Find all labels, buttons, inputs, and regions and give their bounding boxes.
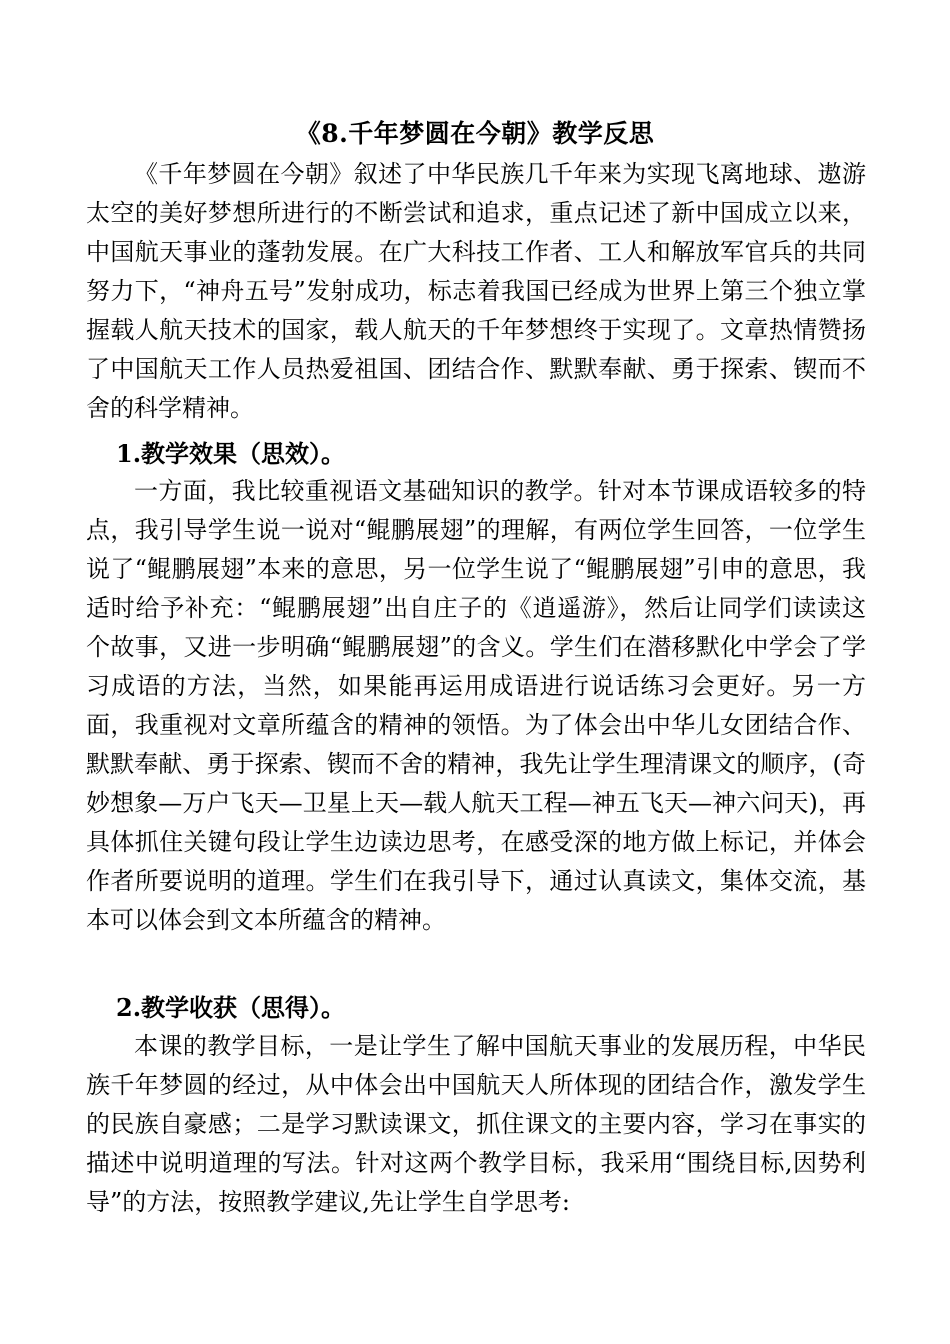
section-paragraph-teaching-effect: 一方面，我比较重视语文基础知识的教学。针对本节课成语较多的特点，我引导学生说一说对“鲲鹏展翅”的理解，有两位学生回答，一位学生说了“鲲鹏展翅”本来的意思，另一位学生说了“鲲鹏展翅”引申的意思，我适时给予补充：“鲲鹏展翅”出自庄子的《逍遥游》，然后让同学们读读这个故事，又进一步明确“鲲鹏展翅”的含义。学生们在潜移默化中学会了学习成语的方法，当然，如果能再运用成语进行说话练习会更好。另一方面，我重视对文章所蕴含的精神的领悟。为了体会出中华儿女团结合作、默默奉献、勇于探索、锲而不舍的精神，我先让学生理清课文的顺序，(奇妙想象—万户飞天—卫星上天—载人航天工程—神五飞天—神六问天)，再具体抓住关键句段让学生边读边思考，在感受深的地方做上标记，并体会作者所要说明的道理。学生们在我引导下，通过认真读文，集体交流，基本可以体会到文本所蕴含的精神。 — [86, 477, 866, 934]
section-paragraph-teaching-gains: 本课的教学目标，一是让学生了解中国航天事业的发展历程，中华民族千年梦圆的经过，从中体会出中国航天人所体现的团结合作，激发学生的民族自豪感；二是学习默读课文，抓住课文的主要内容，学习在事实的描述中说明道理的写法。针对这两个教学目标，我采用“围绕目标,因势利导”的方法，按照教学建议,先让学生自学思考: — [86, 1032, 866, 1216]
section-heading-teaching-effect: 1.教学效果（思效）。 — [116, 439, 346, 468]
section-heading-teaching-gains: 2.教学收获（思得）。 — [116, 993, 346, 1022]
intro-paragraph: 《千年梦圆在今朝》叙述了中华民族几千年来为实现飞离地球、遨游太空的美好梦想所进行的不断尝试和追求，重点记述了新中国成立以来，中国航天事业的蓬勃发展。在广大科技工作者、工人和解放军官兵的共同努力下，“神舟五号”发射成功，标志着我国已经成为世界上第三个独立掌握载人航天技术的国家，载人航天的千年梦想终于实现了。文章热情赞扬了中国航天工作人员热爱祖国、团结合作、默默奉献、勇于探索、锲而不舍的科学精神。 — [86, 160, 866, 422]
document-title: 《8.千年梦圆在今朝》教学反思 — [295, 119, 655, 148]
